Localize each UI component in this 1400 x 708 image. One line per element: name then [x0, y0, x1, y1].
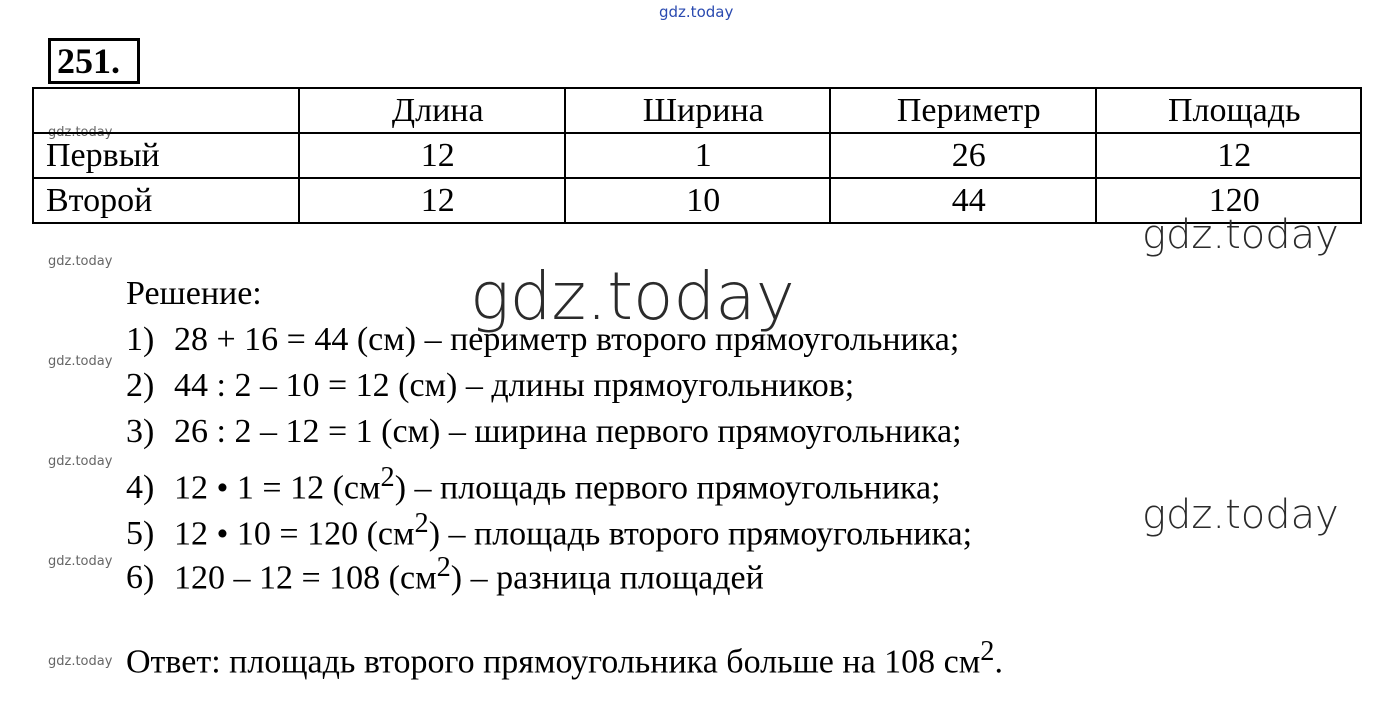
- table-cell: 120: [1096, 178, 1362, 223]
- step-number: 5): [126, 515, 155, 553]
- step-text: 44 : 2 – 10 = 12 (см) – длины прямоугольников;: [174, 367, 855, 404]
- comparison-table: [32, 87, 1362, 224]
- superscript: 2: [980, 636, 995, 667]
- step-number: 1): [126, 321, 155, 358]
- step-text: 12 • 1 = 12 (см: [174, 469, 381, 507]
- solution-step: [126, 548, 764, 598]
- step-text: ) – разница площадей: [450, 559, 764, 597]
- solution-heading: Решение:: [126, 275, 262, 312]
- watermark-small: gdz.today: [48, 554, 113, 569]
- step-number: 3): [126, 413, 155, 450]
- step-number: 6): [126, 559, 155, 597]
- table-cell: 10: [565, 178, 831, 223]
- table-cell: 12: [299, 178, 565, 223]
- watermark-small: gdz.today: [48, 454, 113, 469]
- problem-number: 251.: [48, 38, 140, 84]
- answer-text: .: [994, 643, 1003, 681]
- step-text: 12 • 10 = 120 (см: [174, 515, 415, 553]
- table-cell: 12: [1096, 133, 1362, 178]
- table-cell: 26: [830, 133, 1096, 178]
- header-cell: Длина: [299, 88, 565, 133]
- watermark-small: gdz.today: [48, 254, 113, 269]
- table-header-row: [33, 88, 1361, 133]
- table-row: [33, 133, 1361, 178]
- header-cell: Площадь: [1096, 88, 1362, 133]
- solution-step: [126, 412, 962, 452]
- solution-step: [126, 366, 854, 406]
- step-text: 26 : 2 – 12 = 1 (см) – ширина первого прямоугольника;: [174, 413, 962, 450]
- watermark-large: gdz.today: [470, 258, 795, 335]
- solution-step: [126, 458, 941, 508]
- header-cell: [33, 88, 299, 133]
- solution-step: [126, 504, 972, 554]
- step-text: 28 + 16 = 44 (см) – периметр второго прямоугольника;: [174, 321, 960, 358]
- watermark-large: gdz.today: [1142, 212, 1339, 258]
- step-text: ) – площадь второго прямоугольника;: [428, 515, 973, 553]
- step-text: ) – площадь первого прямоугольника;: [394, 469, 941, 507]
- answer-line: [126, 632, 1003, 682]
- superscript: 2: [380, 462, 395, 493]
- watermark-small: gdz.today: [48, 125, 113, 140]
- step-number: 4): [126, 469, 155, 507]
- watermark-top: gdz.today: [659, 3, 734, 21]
- row-label: Второй: [33, 178, 299, 223]
- header-cell: Ширина: [565, 88, 831, 133]
- table-cell: 12: [299, 133, 565, 178]
- watermark-small: gdz.today: [48, 354, 113, 369]
- superscript: 2: [436, 552, 451, 583]
- row-label: Первый: [33, 133, 299, 178]
- superscript: 2: [414, 508, 429, 539]
- header-cell: Периметр: [830, 88, 1096, 133]
- watermark-small: gdz.today: [48, 654, 113, 669]
- table-cell: 44: [830, 178, 1096, 223]
- step-number: 2): [126, 367, 155, 404]
- table-cell: 1: [565, 133, 831, 178]
- watermark-large: gdz.today: [1142, 492, 1339, 538]
- step-text: 120 – 12 = 108 (см: [174, 559, 437, 597]
- answer-text: Ответ: площадь второго прямоугольника больше на 108 см: [126, 643, 981, 681]
